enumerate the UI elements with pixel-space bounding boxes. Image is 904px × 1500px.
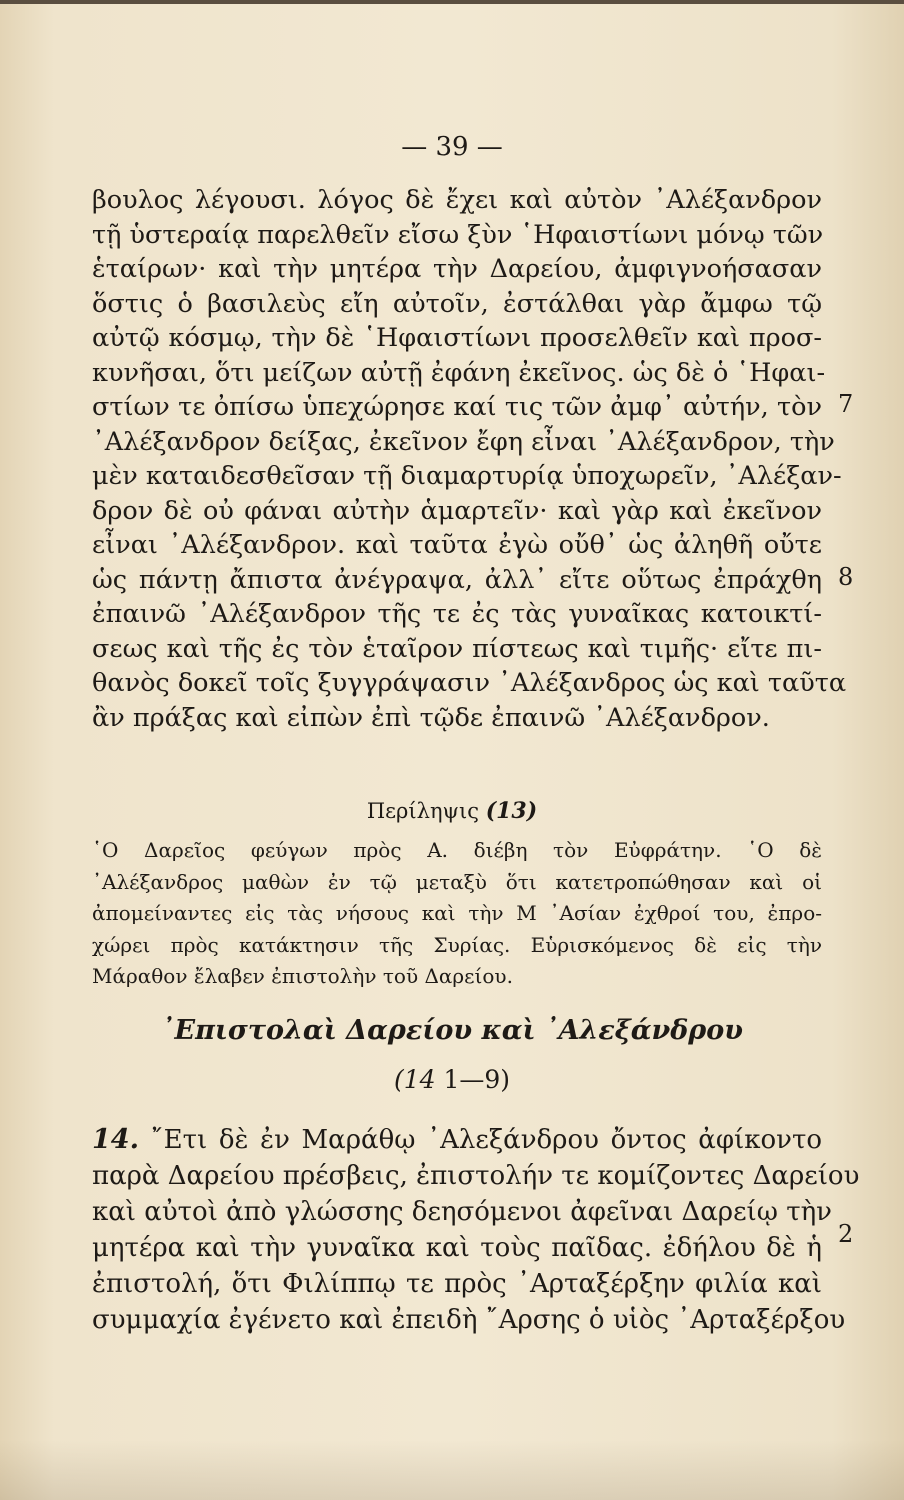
page-bottom-shading: [0, 1440, 904, 1500]
text-line: μητέρα καὶ τὴν γυναῖκα καὶ τοὺς παῖδας. ἐδήλου δὲ ἡ: [92, 1233, 822, 1263]
text-line: [92, 1122, 822, 1158]
summary-line: ἀπομείναντες εἰς τὰς νήσους καὶ τὴν Μ ᾿Ασίαν ἐχθροί του, ἐπρο-: [92, 901, 822, 925]
text-line: τῇ ὑστεραίᾳ παρελθεῖν εἴσω ξὺν ῾Ηφαιστίωνι μόνῳ τῶν: [92, 219, 824, 250]
text-line: παρὰ Δαρείου πρέσβεις, ἐπιστολήν τε κομίζοντες Δαρείου: [92, 1161, 860, 1191]
text-line: ἑταίρων· καὶ τὴν μητέρα τὴν Δαρείου, ἀμφιγνοήσασαν: [92, 254, 822, 284]
paragraph-number: 14.: [92, 1124, 139, 1155]
summary-line: Μάραθον ἔλαβεν ἐπιστολὴν τοῦ Δαρείου.: [92, 964, 513, 988]
section-range-rest: 1—9): [435, 1065, 511, 1094]
summary-number: (13): [485, 798, 538, 824]
margin-line-number: 8: [838, 563, 854, 591]
text-line: συμμαχία ἐγένετο καὶ ἐπειδὴ ῎Αρσης ὁ υἱὸς ᾿Αρταξέρξου: [92, 1305, 846, 1335]
summary-label: Περίληψις: [366, 799, 479, 823]
paragraph-14: [92, 1122, 860, 1338]
text-line: δρον δὲ οὐ φάναι αὐτὴν ἁμαρτεῖν· καὶ γὰρ καὶ ἐκεῖνον: [92, 495, 822, 526]
text-line: εἶναι ᾿Αλέξανδρον. καὶ ταῦτα ἐγὼ οὔθ᾿ ὡς ἀληθῆ οὔτε: [92, 530, 822, 560]
text-line: σεως καὶ τῆς ἐς τὸν ἑταῖρον πίστεως καὶ τιμῆς· εἴτε πι-: [92, 633, 822, 664]
page-top-edge: [0, 0, 904, 4]
text-line: καὶ αὐτοὶ ἀπὸ γλώσσης δεησόμενοι ἀφεῖναι Δαρείῳ τὴν: [92, 1197, 832, 1227]
margin-line-number: 7: [838, 390, 854, 418]
text-line: βουλος λέγουσι. λόγος δὲ ἔχει καὶ αὐτὸν ᾿Αλέξανδρον: [92, 185, 822, 215]
text-line: μὲν καταιδεσθεῖσαν τῇ διαμαρτυρίᾳ ὑποχωρεῖν, ᾿Αλέξαν-: [92, 461, 842, 491]
text-line: θανὸς δοκεῖ τοῖς ξυγγράψασιν ᾿Αλέξανδρος ὡς καὶ ταῦτα: [92, 668, 847, 698]
section-range-number: (14: [393, 1065, 436, 1094]
summary-line: ᾿Αλέξανδρος μαθὼν ἐν τῷ μεταξὺ ὅτι κατετροπώθησαν καὶ οἱ: [92, 869, 822, 894]
main-text-block: [92, 183, 847, 735]
text-line: στίων τε ὀπίσω ὑπεχώρησε καί τις τῶν ἀμφ᾿ αὐτήν, τὸν: [92, 392, 822, 422]
margin-line-number: 2: [838, 1220, 854, 1248]
text-line: ὅστις ὁ βασιλεὺς εἴη αὐτοῖν, ἐστάλθαι γὰρ ἄμφω τῷ: [92, 288, 822, 319]
text-line: ἐπιστολή, ὅτι Φιλίππῳ τε πρὸς ᾿Αρταξέρξην φιλία καὶ: [92, 1269, 822, 1299]
text-line: ὡς πάντῃ ἄπιστα ἀνέγραψα, ἀλλ᾿ εἴτε οὕτως ἐπράχθη: [92, 564, 822, 595]
text-line: αὐτῷ κόσμῳ, τὴν δὲ ῾Ηφαιστίωνι προσελθεῖν καὶ προσ-: [92, 323, 822, 353]
text-line: κυνῆσαι, ὅτι μείζων αὐτῇ ἐφάνη ἐκεῖνος. ὡς δὲ ὁ ῾Ηφαι-: [92, 357, 826, 388]
text-line: ᾿Αλέξανδρον δείξας, ἐκεῖνον ἔφη εἶναι ᾿Αλέξανδρον, τὴν: [92, 426, 835, 457]
section-range: [0, 1065, 904, 1094]
summary-heading: [0, 798, 904, 824]
summary-text-block: [92, 835, 822, 993]
summary-line: ῾Ο Δαρεῖος φεύγων πρὸς Α. διέβη τὸν Εὐφράτην. ῾Ο δὲ: [92, 838, 822, 862]
section-title: ᾿Επιστολαὶ Δαρείου καὶ ᾿Αλεξάνδρου: [161, 1015, 743, 1046]
text-line: ἐπαινῶ ᾿Αλέξανδρον τῆς τε ἐς τὰς γυναῖκας κατοικτί-: [92, 599, 822, 629]
text-line: ἂν πράξας καὶ εἰπὼν ἐπὶ τῷδε ἐπαινῶ ᾿Αλέξανδρον.: [92, 702, 770, 733]
summary-line: χώρει πρὸς κατάκτησιν τῆς Συρίας. Εὑρισκόμενος δὲ εἰς τὴν: [92, 932, 822, 957]
page-number: — 39 —: [401, 132, 503, 162]
paragraph-first-line: ῎Ετι δὲ ἐν Μαράθῳ ᾿Αλεξάνδρου ὄντος ἀφίκοντο: [138, 1125, 822, 1155]
